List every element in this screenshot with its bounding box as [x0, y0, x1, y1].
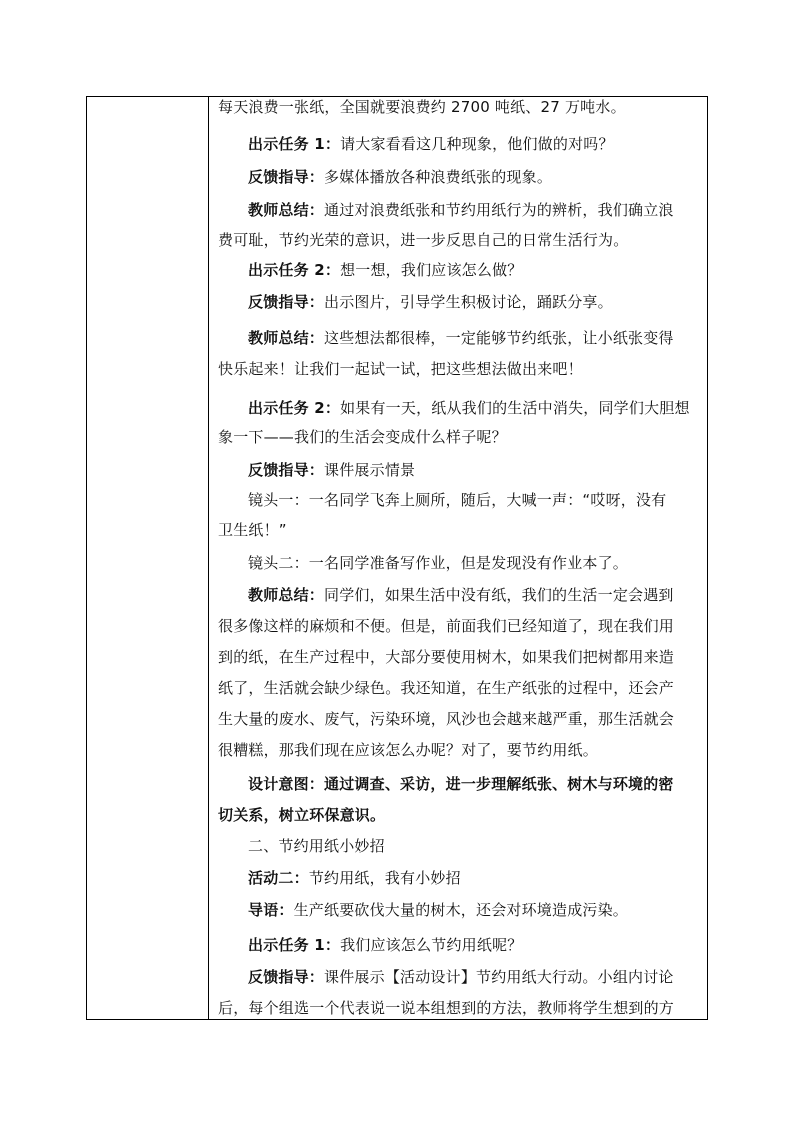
text-line [218, 203, 731, 218]
text-line [218, 430, 701, 445]
line-text: 每天浪费一张纸，全国就要浪费约 2700 吨纸、27 万吨水。 [218, 98, 626, 116]
line-label: 教师总结： [248, 201, 325, 219]
text-line [218, 100, 701, 115]
line-label: 导语： [248, 901, 294, 919]
line-text: 很多像这样的麻烦和不便。但是，前面我们已经知道了，现在我们用 [218, 617, 675, 635]
text-line [218, 650, 701, 665]
line-text: 镜头一：一名同学飞奔上厕所，随后，大喊一声：“哎呀，没有 [248, 491, 667, 509]
line-text: 后，每个组选一个代表说一说本组想到的方法，教师将学生想到的方 [218, 999, 675, 1017]
line-text: 多媒体播放各种浪费纸张的现象。 [324, 168, 553, 186]
line-label: 活动二： [248, 869, 309, 887]
line-text: 镜头二：一名同学准备写作业，但是发现没有作业本了。 [248, 554, 629, 572]
text-line [218, 556, 731, 571]
text-line [218, 523, 701, 538]
line-label: 教师总结： [248, 329, 325, 347]
line-text: 生产纸要砍伐大量的树木，还会对环境造成污染。 [293, 901, 629, 919]
line-label: 反馈指导： [248, 461, 325, 479]
text-line [218, 588, 731, 603]
text-line [218, 903, 731, 918]
line-text: 快乐起来！让我们一起试一试，把这些想法做出来吧！ [218, 360, 583, 378]
line-text: 到的纸，在生产过程中，大部分要使用树木，如果我们把树都用来造 [218, 648, 675, 666]
line-text: 费可耻，节约光荣的意识，进一步反思自己的日常生活行为。 [218, 231, 629, 249]
line-text: 课件展示【活动设计】节约用纸大行动。小组内讨论 [324, 968, 674, 986]
line-label: 教师总结： [248, 586, 325, 604]
line-label: 出示任务 1： [248, 135, 341, 153]
text-line [218, 871, 731, 886]
line-text: 卫生纸！” [218, 521, 287, 539]
line-text: 切关系，树立环保意识。 [218, 806, 386, 824]
line-label: 反馈指导： [248, 168, 325, 186]
text-line [218, 331, 731, 346]
text-line [218, 619, 701, 634]
line-text: 这些想法都很棒，一定能够节约纸张，让小纸张变得 [324, 329, 674, 347]
line-text: 生大量的废水、废气，污染环境，风沙也会越来越严重，那生活就会 [218, 710, 675, 728]
text-line [218, 401, 731, 416]
text-line [218, 295, 731, 310]
line-label: 反馈指导： [248, 968, 325, 986]
line-label: 反馈指导： [248, 293, 325, 311]
text-line [218, 463, 731, 478]
line-text: 象一下——我们的生活会变成什么样子呢？ [218, 428, 507, 446]
line-text: 想一想，我们应该怎么做？ [340, 261, 523, 279]
text-line [218, 137, 731, 152]
line-text: 二、节约用纸小妙招 [248, 837, 385, 855]
text-line [218, 712, 701, 727]
text-line [218, 777, 731, 792]
text-line [218, 808, 701, 823]
text-line [218, 233, 701, 248]
text-line [218, 362, 701, 377]
line-label: 出示任务 2： [248, 399, 341, 417]
text-line [218, 170, 731, 185]
line-text: 课件展示情景 [324, 461, 416, 479]
line-text: 纸了，生活就会缺少绿色。我还知道，在生产纸张的过程中，还会产 [218, 679, 675, 697]
line-text: 通过调查、采访，进一步理解纸张、树木与环境的密 [324, 775, 674, 793]
text-line [218, 743, 701, 758]
line-text: 出示图片，引导学生积极讨论，踊跃分享。 [324, 293, 613, 311]
line-label: 出示任务 2： [248, 261, 341, 279]
line-text: 很糟糕，那我们现在应该怎么办呢？对了，要节约用纸。 [218, 741, 599, 759]
line-text: 请大家看看这几种现象，他们做的对吗？ [340, 135, 614, 153]
text-line [218, 938, 731, 953]
line-label: 设计意图： [248, 775, 325, 793]
line-text: 我们应该怎么节约用纸呢？ [340, 936, 523, 954]
text-line [218, 493, 731, 508]
text-line [218, 839, 731, 854]
lesson-plan-table [86, 96, 708, 1020]
line-text: 通过对浪费纸张和节约用纸行为的辨析，我们确立浪 [324, 201, 674, 219]
line-label: 出示任务 1： [248, 936, 341, 954]
text-line [218, 263, 731, 278]
line-text: 节约用纸，我有小妙招 [308, 869, 461, 887]
line-text: 同学们，如果生活中没有纸，我们的生活一定会遇到 [324, 586, 674, 604]
text-line [218, 681, 701, 696]
line-text: 如果有一天，纸从我们的生活中消失，同学们大胆想 [340, 399, 690, 417]
left-column-cell [87, 97, 209, 1019]
text-line [218, 1001, 701, 1016]
text-line [218, 970, 731, 985]
